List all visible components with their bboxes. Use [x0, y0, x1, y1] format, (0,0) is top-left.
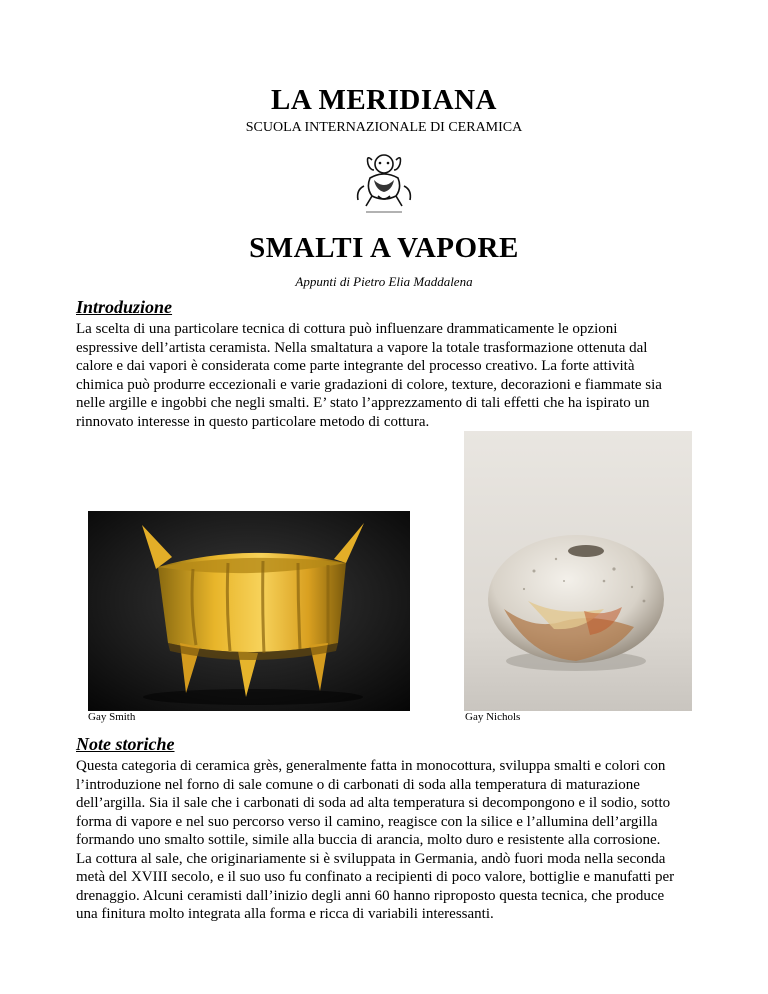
yellow-vessel-photo [88, 511, 410, 711]
photo-caption-left: Gay Smith [88, 711, 136, 723]
photo-caption-right: Gay Nichols [465, 711, 521, 723]
speckled-bowl-photo [464, 431, 692, 711]
notes-line: forma di vapore e nel suo percorso verso il camino, reagisce con la silice e l’allumina dell’argilla [76, 813, 658, 830]
intro-line: espressive dell’artista ceramista. Nella smaltatura a vapore la totale trasformazione ottenuta dal [76, 339, 648, 356]
history-notes-heading: Note storiche [76, 734, 175, 754]
notes-line: drenaggio. Alcuni ceramisti dall’inizio degli anni 60 hanno riproposto questa tecnica, che produce [76, 887, 665, 904]
notes-line: Questa categoria di ceramica grès, generalmente fatta in monocottura, sviluppa smalti e colori con [76, 758, 666, 774]
intro-line: nelle argille e ingobbi che negli smalti. E’ stato l’apprezzamento di tali effetti che ha ispirato un [76, 395, 650, 411]
notes-line: l’introduzione nel forno di sale comune o di carbonati di soda alla temperatura di maturazione [76, 776, 640, 793]
author-line: Appunti di Pietro Elia Maddalena [295, 274, 473, 289]
school-title: LA MERIDIANA [271, 84, 497, 116]
intro-heading: Introduzione [76, 297, 173, 317]
intro-line: calore e dai vapori è considerata come parte integrante del processo creativo. La forte attività [76, 358, 635, 374]
intro-line: La scelta di una particolare tecnica di cottura può influenzare drammaticamente le opzioni [76, 321, 618, 337]
notes-line: dell’argilla. Sia il sale che i carbonati di soda ad alta temperatura si decompongono e il sodio, sotto [76, 795, 671, 811]
notes-line: una finitura molto integrata alla forma e ricca di variabili interessanti. [76, 906, 494, 922]
school-subtitle: SCUOLA INTERNAZIONALE DI CERAMICA [245, 120, 523, 135]
intro-line: rinnovato interesse in questo particolare metodo di cottura. [76, 413, 430, 430]
intro-line: chimica può produrre eccezionali e varie gradazioni di colore, texture, decorazioni e fiammate sia [76, 376, 662, 393]
notes-line: La cottura al sale, che originariamente si è sviluppata in Germania, andò fuori moda nella seconda [76, 850, 666, 867]
ceramic-figure-logo-icon [344, 150, 424, 220]
intro-paragraph [76, 320, 696, 431]
document-title: SMALTI A VAPORE [249, 232, 519, 264]
notes-line: metà del XVIII secolo, e il suo uso fu confinato a recipienti di poco valore, bottiglie e manufatti per [76, 869, 675, 885]
history-notes-paragraph [76, 757, 696, 924]
notes-line: formando uno smalto sottile, simile alla buccia di arancia, molto duro e resistente alla corrosione. [76, 832, 661, 848]
